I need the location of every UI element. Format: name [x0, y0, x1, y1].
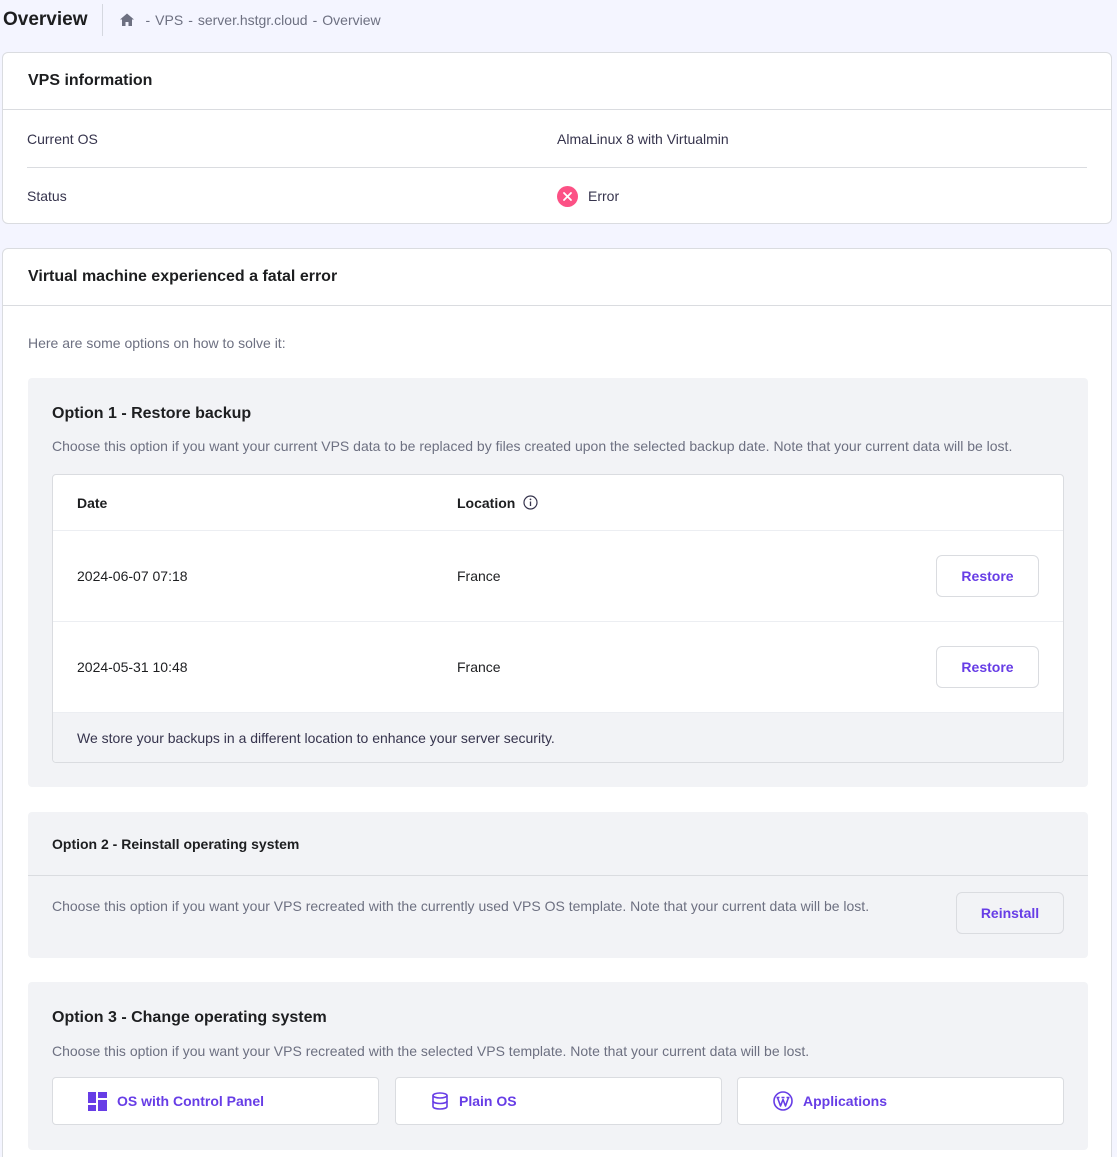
restore-button[interactable]: Restore: [936, 555, 1039, 597]
database-icon: [431, 1092, 449, 1110]
option-change-os: [28, 982, 1088, 1150]
reinstall-button[interactable]: Reinstall: [956, 892, 1064, 934]
home-icon[interactable]: [119, 12, 135, 28]
option-2-title: Option 2 - Reinstall operating system: [52, 835, 300, 852]
header-divider: [102, 4, 103, 36]
info-label: Current OS: [27, 130, 98, 147]
backup-location: France: [457, 568, 501, 584]
backup-date: 2024-05-31 10:48: [77, 659, 188, 675]
table-header: [53, 475, 1063, 531]
info-label: Status: [27, 188, 67, 204]
breadcrumb-item-overview: Overview: [322, 12, 381, 28]
breadcrumb-separator: -: [312, 12, 318, 28]
backup-date: 2024-06-07 07:18: [77, 568, 188, 584]
breadcrumb-separator: -: [145, 12, 151, 28]
vps-information-card: [2, 52, 1112, 224]
fatal-error-card: [2, 248, 1112, 1157]
fatal-error-title: Virtual machine experienced a fatal error: [3, 249, 1111, 306]
backup-location: France: [457, 659, 501, 675]
breadcrumb: [119, 12, 381, 28]
option-1-title: Option 1 - Restore backup: [52, 405, 252, 422]
page-title: Overview: [3, 9, 88, 30]
column-header-date: Date: [77, 494, 108, 511]
option-3-description: Choose this option if you want your VPS recreated with the selected VPS template. Note that your current data will be lost.: [52, 1043, 810, 1059]
error-icon: [557, 186, 578, 207]
status-value: [557, 186, 619, 207]
table-row: [53, 531, 1063, 622]
option-2-description: Choose this option if you want your VPS recreated with the currently used VPS OS template. Note that your current data will be lost.: [52, 898, 870, 914]
os-with-control-panel-button[interactable]: [52, 1077, 379, 1125]
choice-label: Plain OS: [459, 1093, 517, 1109]
info-icon[interactable]: [523, 495, 538, 510]
plain-os-button[interactable]: [395, 1077, 722, 1125]
option-restore-backup: [28, 378, 1088, 787]
breadcrumb-item-server[interactable]: server.hstgr.cloud: [197, 12, 308, 28]
column-header-location: [457, 495, 757, 511]
option-3-title: Option 3 - Change operating system: [52, 1009, 327, 1026]
current-os-value: AlmaLinux 8 with Virtualmin: [557, 130, 729, 147]
page-header: [0, 0, 1117, 40]
backup-security-note: We store your backups in a different location to enhance your server security.: [53, 713, 1063, 763]
table-row: [53, 622, 1063, 713]
option-1-description: Choose this option if you want your current VPS data to be replaced by files created upon the selected backup date. Note that your current data will be lost.: [52, 438, 1013, 454]
info-row-status: [27, 167, 1087, 224]
restore-button[interactable]: Restore: [936, 646, 1039, 688]
info-row-current-os: [27, 110, 1087, 167]
wordpress-icon: [773, 1091, 793, 1111]
breadcrumb-separator: -: [188, 12, 193, 28]
option-2-header: [28, 812, 1088, 876]
column-header-location-label: Location: [457, 494, 516, 511]
option-2-body: [28, 876, 1088, 958]
choice-label: OS with Control Panel: [117, 1093, 265, 1109]
solve-intro-text: Here are some options on how to solve it:: [28, 335, 286, 351]
backup-table: [52, 474, 1064, 763]
breadcrumb-item-vps[interactable]: VPS: [155, 12, 184, 28]
vps-information-title: VPS information: [3, 53, 1111, 110]
applications-button[interactable]: [737, 1077, 1064, 1125]
status-text: Error: [588, 188, 620, 204]
control-panel-icon: [88, 1092, 107, 1111]
choice-label: Applications: [803, 1093, 888, 1109]
option-reinstall-os: [28, 812, 1088, 958]
